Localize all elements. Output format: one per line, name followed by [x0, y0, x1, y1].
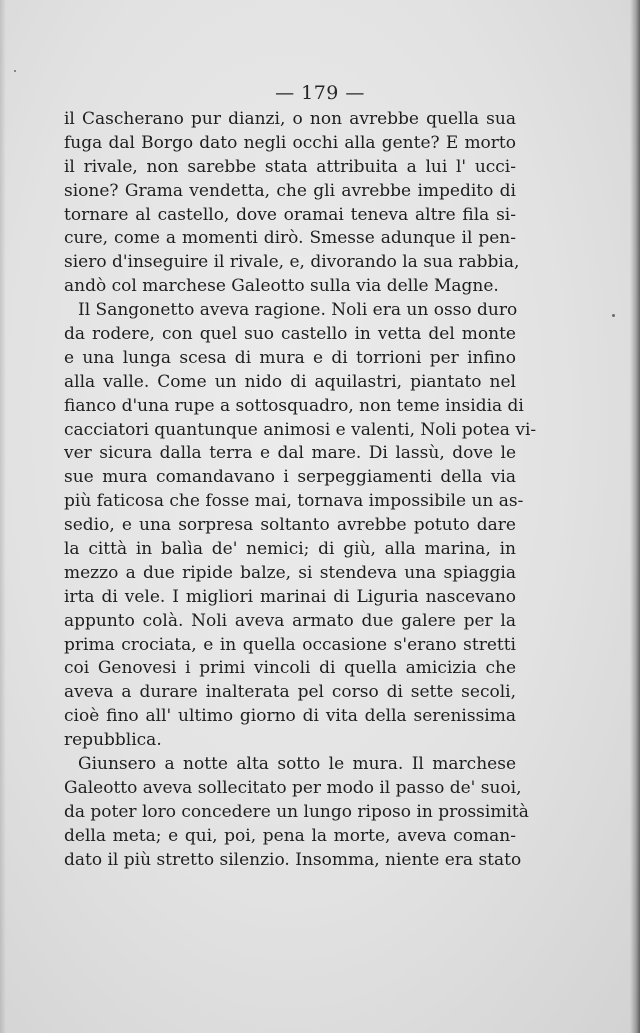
text-line: appunto colà. Noli aveva armato due galere per la: [64, 610, 516, 631]
text-line: prima crociata, e in quella occasione s'erano stretti: [64, 634, 516, 655]
paper-speck: [14, 70, 16, 72]
text-line: tornare al castello, dove oramai teneva altre fila si-: [64, 204, 516, 225]
page-binding-shadow: [630, 0, 640, 1033]
text-line: Giunsero a notte alta sotto le mura. Il marchese: [78, 754, 516, 775]
text-line: più faticosa che fosse mai, tornava impossibile un as-: [64, 491, 524, 512]
text-line: Il Sangonetto aveva ragione. Noli era un osso duro: [78, 300, 518, 321]
text-line: il Cascherano pur dianzi, o non avrebbe quella sua: [64, 109, 516, 129]
text-line: irta di vele. I migliori marinai di Liguria nascevano: [64, 586, 516, 607]
text-line: andò col marchese Galeotto sulla via delle Magne.: [64, 276, 499, 297]
text-line: da poter loro concedere un lungo riposo in prossimità: [64, 801, 529, 822]
text-line: siero d'inseguire il rivale, e, divorando la sua rabbia,: [64, 252, 520, 273]
text-line: cure, come a momenti dirò. Smesse adunque il pen-: [64, 228, 516, 249]
page-left-shadow: [0, 0, 6, 1033]
page-number: — 179 —: [275, 82, 365, 104]
text-line: mezzo a due ripide balze, si stendeva una spiaggia: [64, 562, 516, 583]
body-text: [64, 108, 537, 873]
text-line: cacciatori quantunque animosi e valenti, Noli potea vi-: [64, 419, 537, 440]
text-line: ver sicura dalla terra e dal mare. Di lassù, dove le: [64, 443, 516, 464]
text-line: cioè fino all' ultimo giorno di vita della serenissima: [64, 706, 516, 727]
text-line: il rivale, non sarebbe stata attribuita a lui l' ucci-: [64, 156, 516, 177]
text-line: Galeotto aveva sollecitato per modo il passo de' suoi,: [64, 777, 522, 798]
text-line: e una lunga scesa di mura e di torrioni per infino: [64, 347, 516, 368]
text-line: aveva a durare inalterata pel corso di sette secoli,: [64, 682, 516, 703]
text-line: della meta; e qui, poi, pena la morte, aveva coman-: [64, 825, 516, 846]
text-line: dato il più stretto silenzio. Insomma, niente era stato: [64, 849, 522, 870]
text-line: sedio, e una sorpresa soltanto avrebbe potuto dare: [64, 515, 516, 536]
text-line: fuga dal Borgo dato negli occhi alla gente? E morto: [64, 132, 516, 153]
text-line: sione? Grama vendetta, che gli avrebbe impedito di: [64, 180, 516, 201]
paper-speck: [612, 314, 615, 317]
text-line: repubblica.: [64, 730, 162, 751]
text-line: la città in balìa de' nemici; di giù, alla marina, in: [64, 539, 516, 560]
text-line: fianco d'una rupe a sottosquadro, non teme insidia di: [64, 395, 524, 416]
text-line: coi Genovesi i primi vincoli di quella amicizia che: [64, 658, 516, 679]
text-line: alla valle. Come un nido di aquilastri, piantato nel: [64, 371, 516, 392]
text-line: da rodere, con quel suo castello in vetta del monte: [64, 324, 516, 345]
text-line: sue mura comandavano i serpeggiamenti della via: [64, 467, 516, 488]
